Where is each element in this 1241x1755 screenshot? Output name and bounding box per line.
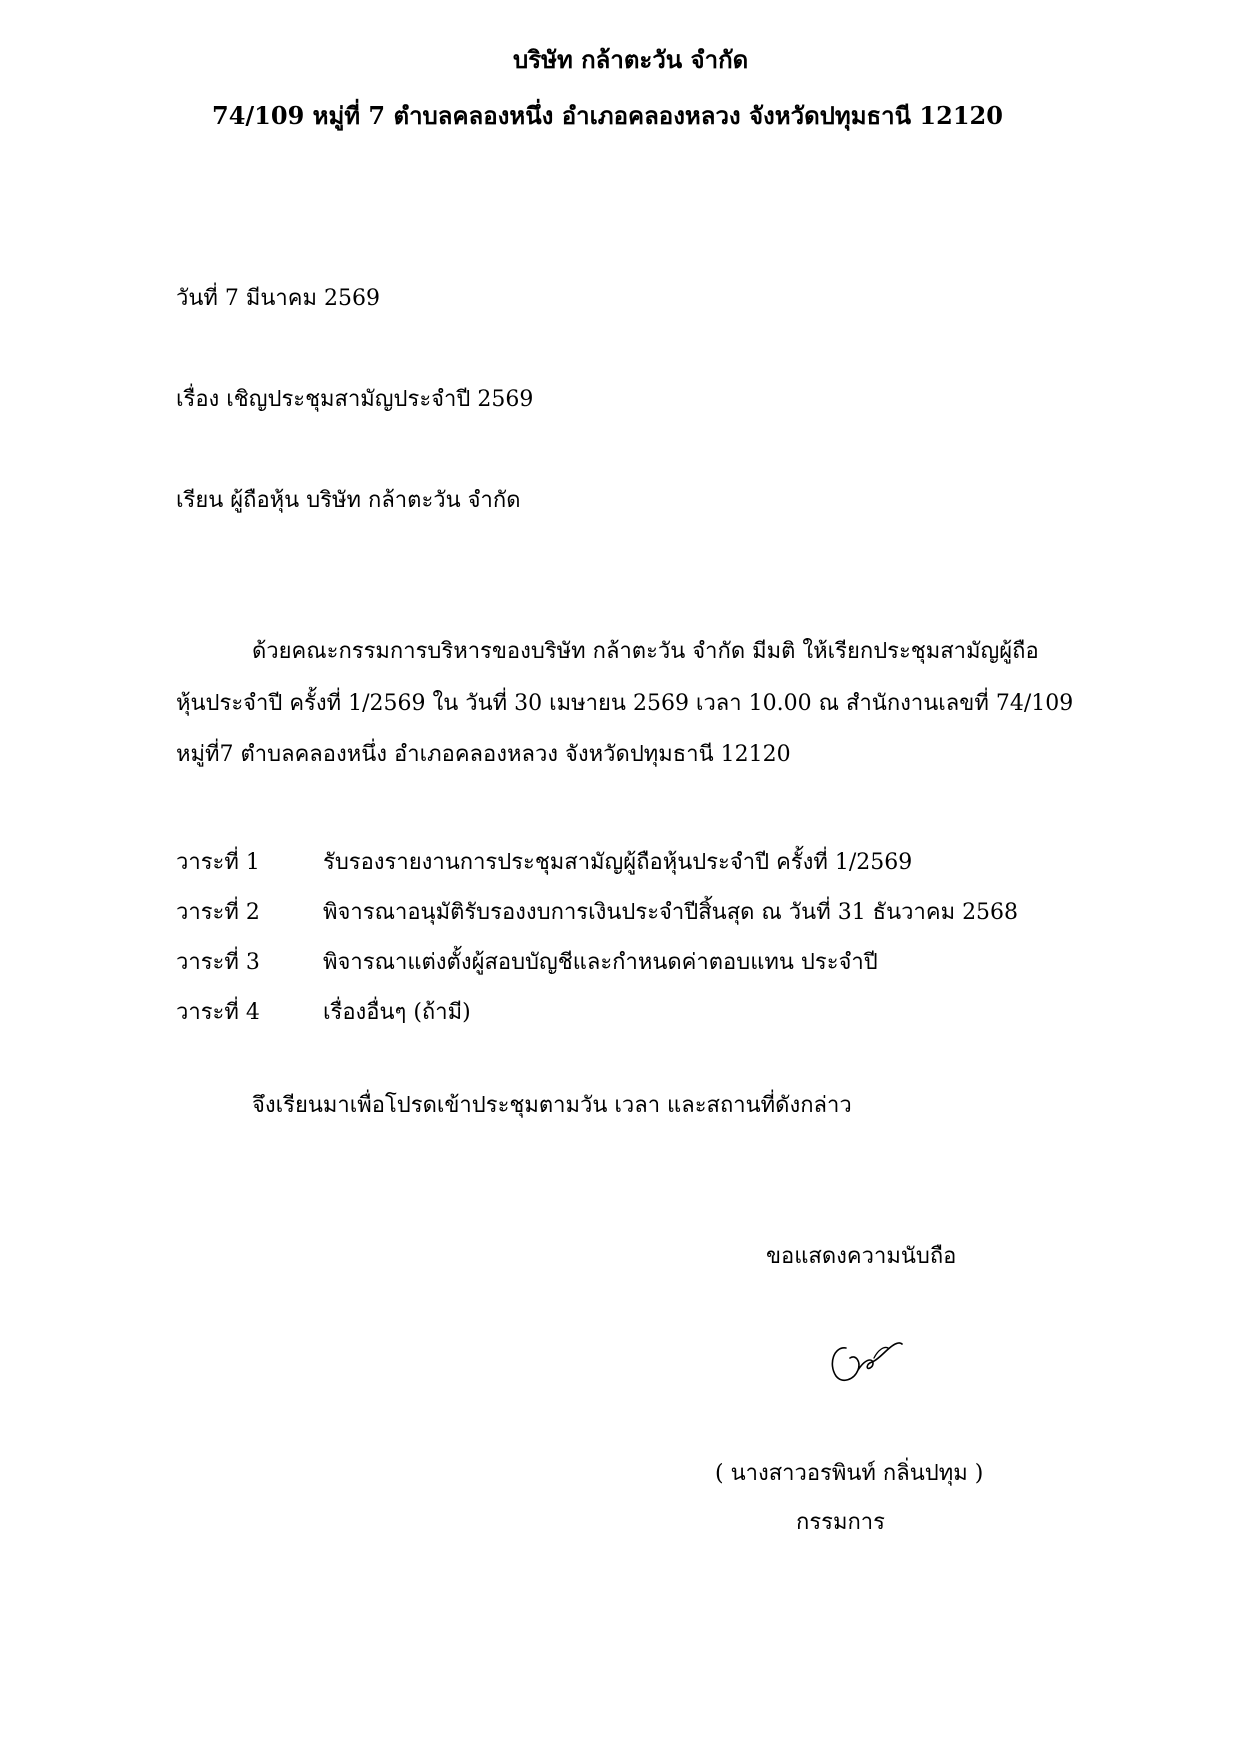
intro-line-1: ด้วยคณะกรรมการบริหารของบริษัท กล้าตะวัน จำกัด มีมติ ให้เรียกประชุมสามัญผู้ถือ xyxy=(252,639,1039,664)
agenda-text: รับรองรายงานการประชุมสามัญผู้ถือหุ้นประจำปี ครั้งที่ 1/2569 xyxy=(323,850,913,875)
closing-invitation: จึงเรียนมาเพื่อโปรดเข้าประชุมตามวัน เวลา และสถานที่ดังกล่าว xyxy=(252,1093,852,1118)
closing-regards: ขอแสดงความนับถือ xyxy=(766,1244,957,1269)
date-line: วันที่ 7 มีนาคม 2569 xyxy=(176,286,380,311)
agenda-label: วาระที่ 4 xyxy=(176,1000,260,1025)
company-address: 74/109 หมู่ที่ 7 ตำบลคลองหนึ่ง อำเภอคลองหลวง จังหวัดปทุมธานี 12120 xyxy=(212,101,1003,130)
signer-name: ( นางสาวอรพินท์ กลิ่นปทุม ) xyxy=(715,1461,984,1486)
company-name: บริษัท กล้าตะวัน จำกัด xyxy=(513,45,749,74)
agenda-label: วาระที่ 2 xyxy=(176,900,260,925)
agenda-label: วาระที่ 3 xyxy=(176,950,260,975)
agenda-text: พิจารณาอนุมัติรับรองงบการเงินประจำปีสิ้นสุด ณ วันที่ 31 ธันวาคม 2568 xyxy=(323,900,1019,925)
recipient-line: เรียน ผู้ถือหุ้น บริษัท กล้าตะวัน จำกัด xyxy=(176,488,521,513)
subject-line: เรื่อง เชิญประชุมสามัญประจำปี 2569 xyxy=(176,387,534,412)
agenda-text: พิจารณาแต่งตั้งผู้สอบบัญชีและกำหนดค่าตอบแทน ประจำปี xyxy=(323,950,878,975)
agenda-label: วาระที่ 1 xyxy=(176,850,260,875)
agenda-text: เรื่องอื่นๆ (ถ้ามี) xyxy=(323,1000,471,1025)
signer-title: กรรมการ xyxy=(796,1510,885,1535)
intro-line-2: หุ้นประจำปี ครั้งที่ 1/2569 ใน วันที่ 30 เมษายน 2569 เวลา 10.00 ณ สำนักงานเลขที่ 74/109 xyxy=(176,691,1074,716)
intro-line-3: หมู่ที่7 ตำบลคลองหนึ่ง อำเภอคลองหลวง จังหวัดปทุมธานี 12120 xyxy=(176,742,791,767)
signature-image xyxy=(826,1330,916,1390)
